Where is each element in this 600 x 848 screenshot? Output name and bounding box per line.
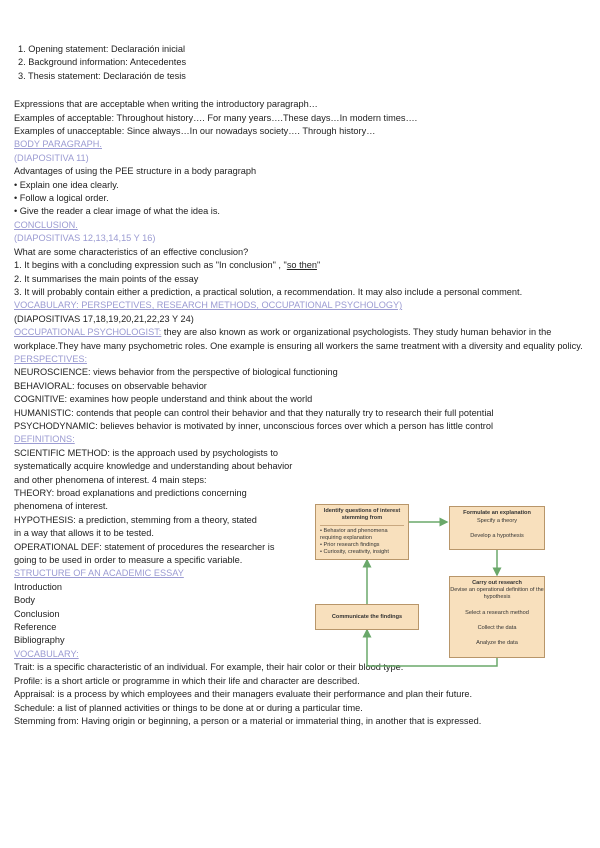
list-item: NEUROSCIENCE: views behavior from the perspective of biological functioning bbox=[14, 367, 338, 378]
carry-out-research-box: Carry out research Devise an operational definition of the hypothesis Select a research method Collect the data Analyze the data bbox=[449, 576, 545, 658]
list-item: 3. Thesis statement: Declaración de tesis bbox=[18, 70, 186, 81]
hypothesis-def: HYPOTHESIS: a prediction, stemming from a theory, stated in a way that allows it to be tested. bbox=[14, 514, 257, 539]
list-item: Profile: is a short article or programme in which their life and character are described. bbox=[14, 675, 360, 686]
list-item: Stemming from: Having origin or beginning, a person or a material or immaterial thing, in another that is expressed. bbox=[14, 715, 482, 726]
scientific-method-flowchart bbox=[311, 500, 571, 672]
formulate-explanation-box: Formulate an explanation Specify a theory Develop a hypothesis bbox=[449, 506, 545, 550]
list-item: Body bbox=[14, 595, 35, 606]
list-item: Introduction bbox=[14, 581, 63, 592]
list-item: HUMANISTIC: contends that people can control their behavior and that they naturally try to research their full potential bbox=[14, 407, 494, 418]
unacceptable-examples: Examples of unacceptable: Since always…In our nowadays society…. Through history… bbox=[14, 126, 376, 137]
conclusion-item-2: 2. It summarises the main points of the essay bbox=[14, 273, 199, 284]
conclusion-slides: (DIAPOSITIVAS 12,13,14,15 Y 16) bbox=[14, 233, 156, 244]
conclusion-item-1: 1. It begins with a concluding expression such as "In conclusion" , "so then" bbox=[14, 260, 321, 271]
occupational-term[interactable]: OCCUPATIONAL PSYCHOLOGIST: bbox=[14, 327, 162, 338]
list-item: 2. Background information: Antecedentes bbox=[18, 57, 187, 68]
expressions-heading: Expressions that are acceptable when writing the introductory paragraph… bbox=[14, 99, 318, 110]
scientific-method-def: SCIENTIFIC METHOD: is the approach used by psychologists to systematically acquire knowledge and understanding about behavior and other phenomena of interest. 4 main steps: bbox=[14, 447, 293, 485]
structure-title[interactable]: STRUCTURE OF AN ACADEMIC ESSAY bbox=[14, 568, 184, 579]
list-item: 1. Opening statement: Declaración inicial bbox=[18, 44, 185, 54]
conclusion-question: What are some characteristics of an effective conclusion? bbox=[14, 246, 249, 257]
list-item: • Give the reader a clear image of what the idea is. bbox=[14, 206, 220, 217]
communicate-findings-box: Communicate the findings bbox=[315, 604, 419, 630]
pee-heading: Advantages of using the PEE structure in a body paragraph bbox=[14, 166, 257, 177]
occupational-psychologist: OCCUPATIONAL PSYCHOLOGIST: they are also known as work or organizational psychologists. They study human behavior in the workplace.They have many psychometric roles. One example is ensuring all workers the same treatment with a diversity and equality policy. bbox=[14, 327, 583, 351]
body-paragraph-slides: (DIAPOSITIVA 11) bbox=[14, 152, 89, 163]
list-item: BEHAVIORAL: focuses on observable behavior bbox=[14, 380, 207, 391]
list-item: Appraisal: is a process by which employees and their managers evaluate their performance and plan their future. bbox=[14, 689, 473, 700]
operational-def: OPERATIONAL DEF: statement of procedures the researcher is going to be used in order to measure a specific variable. bbox=[14, 541, 275, 566]
acceptable-examples: Examples of acceptable: Throughout history…. For many years….These days…In modern times…. bbox=[14, 112, 418, 123]
body-paragraph-title[interactable]: BODY PARAGRAPH. bbox=[14, 139, 102, 150]
theory-def: THEORY: broad explanations and predictions concerning phenomena of interest. bbox=[14, 488, 247, 512]
definitions-title[interactable]: DEFINITIONS: bbox=[14, 434, 75, 445]
list-item: • Follow a logical order. bbox=[14, 193, 109, 204]
vocabulary-title[interactable]: VOCABULARY: bbox=[14, 648, 79, 659]
list-item: Reference bbox=[14, 622, 57, 633]
list-item: Conclusion bbox=[14, 608, 60, 619]
vocabulary-section-slides: (DIAPOSITIVAS 17,18,19,20,21,22,23 Y 24) bbox=[14, 313, 194, 324]
list-item: PSYCHODYNAMIC: believes behavior is motivated by inner, unconscious forces over which a person has little control bbox=[14, 420, 493, 431]
perspectives-title[interactable]: PERSPECTIVES: bbox=[14, 353, 88, 364]
list-item: • Explain one idea clearly. bbox=[14, 179, 119, 190]
list-item: COGNITIVE: examines how people understand and think about the world bbox=[14, 394, 313, 405]
list-item: Bibliography bbox=[14, 635, 65, 646]
identify-questions-box: Identify questions of interest stemming from • Behavior and phenomena requiring explanation • Prior research findings • Curiosity, creativity, insight bbox=[315, 504, 409, 560]
list-item: Schedule: a list of planned activities or things to be done at or during a particular time. bbox=[14, 702, 363, 713]
conclusion-item-3: 3. It will probably contain either a prediction, a practical solution, a recommendation. It may also include a personal comment. bbox=[14, 286, 523, 297]
vocabulary-section-title[interactable]: VOCABULARY: PERSPECTIVES, RESEARCH METHODS, OCCUPATIONAL PSYCHOLOGY) bbox=[14, 300, 403, 311]
conclusion-title[interactable]: CONCLUSION. bbox=[14, 219, 78, 230]
intro-list bbox=[14, 43, 586, 83]
list-item: Trait: is a specific characteristic of an individual. For example, their hair color or their blood type. bbox=[14, 662, 404, 673]
